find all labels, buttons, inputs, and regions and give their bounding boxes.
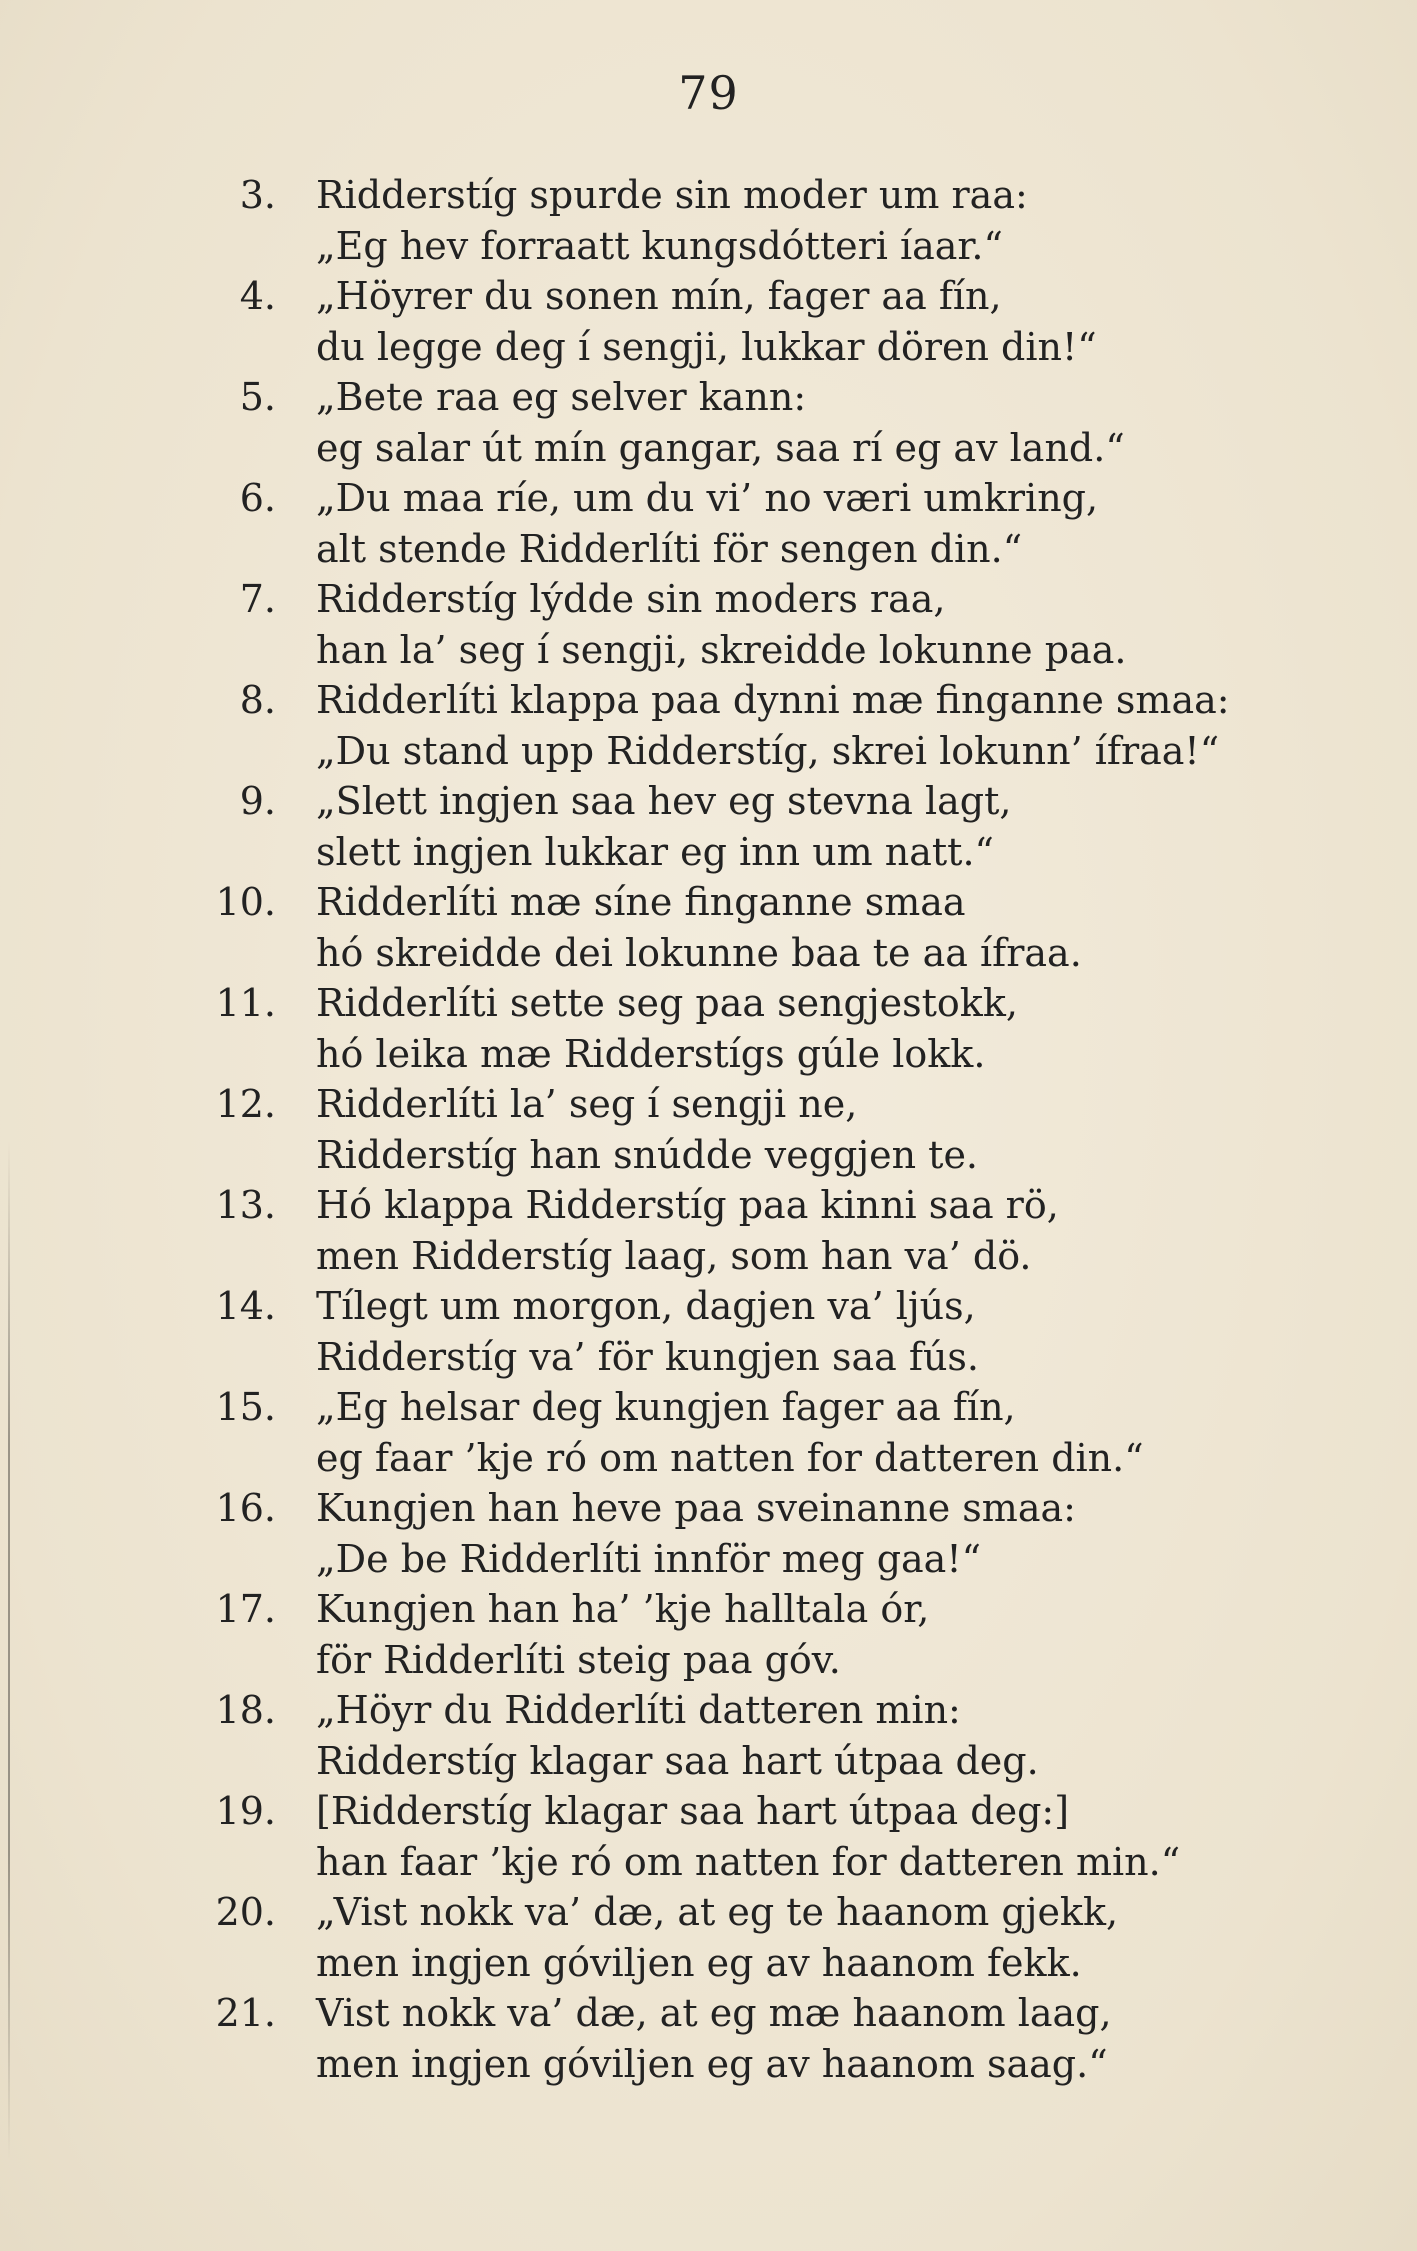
verse-number: 10. <box>215 880 276 924</box>
verse-text: „Vist nokk va’ dæ, at eg te haanom gjekk, <box>316 1890 1119 1934</box>
verse-number: 20. <box>215 1890 276 1934</box>
verse-line <box>0 1534 1417 1585</box>
verse-line <box>0 473 1417 524</box>
verse-text: „Höyrer du sonen mín, fager aa fín, <box>316 274 1002 318</box>
verse-text: för Ridderlíti steig paa góv. <box>316 1637 841 1682</box>
verse-number: 5. <box>239 375 276 419</box>
verse-line <box>0 372 1417 423</box>
verse-text: Ridderlíti la’ seg í sengji ne, <box>316 1082 858 1126</box>
verse <box>0 1685 1417 1786</box>
verse-number: 8. <box>239 678 276 722</box>
verse-line <box>0 524 1417 575</box>
verse-text: Ridderstíg klagar saa hart útpaa deg. <box>316 1738 1039 1783</box>
verse-line <box>0 1180 1417 1231</box>
verse-list <box>0 170 1417 2089</box>
verse-text: du legge deg í sengji, lukkar dören din!“ <box>316 324 1097 369</box>
verse-line <box>0 978 1417 1029</box>
verse-number: 4. <box>239 274 276 318</box>
verse-line <box>0 776 1417 827</box>
verse-line <box>0 1130 1417 1181</box>
verse-number: 9. <box>239 779 276 823</box>
verse-text: alt stende Ridderlíti för sengen din.“ <box>316 526 1023 571</box>
page-edge-shadow <box>8 1140 10 2160</box>
verse-text: Hó klappa Ridderstíg paa kinni saa rö, <box>316 1183 1059 1227</box>
verse <box>0 1180 1417 1281</box>
verse-text: han faar ’kje ró om natten for datteren min.“ <box>316 1839 1181 1884</box>
verse-text: Kungjen han heve paa sveinanne smaa: <box>316 1486 1076 1530</box>
verse-line <box>0 1332 1417 1383</box>
verse-text: „Höyr du Ridderlíti datteren min: <box>316 1688 961 1732</box>
verse-number: 16. <box>215 1486 276 1530</box>
verse-line <box>0 1584 1417 1635</box>
verse-number: 15. <box>215 1385 276 1429</box>
verse-text: eg faar ’kje ró om natten for datteren din.“ <box>316 1435 1144 1480</box>
verse-number: 7. <box>239 577 276 621</box>
verse-text: men ingjen góviljen eg av haanom fekk. <box>316 1940 1082 1985</box>
verse <box>0 877 1417 978</box>
verse-line <box>0 827 1417 878</box>
verse-number: 11. <box>215 981 276 1025</box>
verse-text: [Ridderstíg klagar saa hart útpaa deg:] <box>316 1789 1070 1833</box>
verse-number: 14. <box>215 1284 276 1328</box>
verse-text: Ridderstíg han snúdde veggjen te. <box>316 1132 979 1177</box>
verse-line <box>0 928 1417 979</box>
verse-number: 12. <box>215 1082 276 1126</box>
verse-text: Ridderstíg lýdde sin moders raa, <box>316 577 946 621</box>
verse-number: 3. <box>239 173 276 217</box>
verse-text: „Du stand upp Ridderstíg, skrei lokunn’ ífraa!“ <box>316 728 1220 773</box>
verse-line <box>0 1079 1417 1130</box>
verse-text: „Du maa ríe, um du vi’ no væri umkring, <box>316 476 1099 520</box>
page-number: 79 <box>678 66 739 120</box>
verse-line <box>0 1281 1417 1332</box>
verse-line <box>0 170 1417 221</box>
verse-text: „Eg hev forraatt kungsdótteri íaar.“ <box>316 223 1003 268</box>
verse-number: 19. <box>215 1789 276 1833</box>
verse <box>0 574 1417 675</box>
verse-line <box>0 574 1417 625</box>
verse-line <box>0 1483 1417 1534</box>
verse-text: Kungjen han ha’ ’kje halltala ór, <box>316 1587 930 1631</box>
verse <box>0 271 1417 372</box>
verse-text: hó leika mæ Ridderstígs gúle lokk. <box>316 1031 986 1076</box>
verse <box>0 473 1417 574</box>
verse-number: 13. <box>215 1183 276 1227</box>
verse-line <box>0 1938 1417 1989</box>
verse-line <box>0 1988 1417 2039</box>
verse-line <box>0 1786 1417 1837</box>
verse-number: 21. <box>215 1991 276 2035</box>
verse-line <box>0 1433 1417 1484</box>
verse-line <box>0 423 1417 474</box>
verse-line <box>0 1231 1417 1282</box>
verse <box>0 1584 1417 1685</box>
verse-line <box>0 322 1417 373</box>
verse <box>0 675 1417 776</box>
verse <box>0 170 1417 271</box>
verse-text: Ridderstíg spurde sin moder um raa: <box>316 173 1028 217</box>
verse-text: Vist nokk va’ dæ, at eg mæ haanom laag, <box>316 1991 1112 2035</box>
verse-text: Ridderlíti mæ síne finganne smaa <box>316 880 966 924</box>
verse-line <box>0 1837 1417 1888</box>
verse-number: 18. <box>215 1688 276 1732</box>
verse <box>0 1988 1417 2089</box>
verse <box>0 1281 1417 1382</box>
verse-line <box>0 675 1417 726</box>
verse <box>0 776 1417 877</box>
verse-line <box>0 2039 1417 2090</box>
verse-text: Ridderlíti sette seg paa sengjestokk, <box>316 981 1018 1025</box>
verse-line <box>0 1029 1417 1080</box>
verse-text: eg salar út mín gangar, saa rí eg av land.“ <box>316 425 1125 470</box>
verse-line <box>0 1635 1417 1686</box>
verse <box>0 1483 1417 1584</box>
verse <box>0 1786 1417 1887</box>
verse-line <box>0 1382 1417 1433</box>
verse <box>0 1382 1417 1483</box>
verse-text: „Bete raa eg selver kann: <box>316 375 807 419</box>
verse-line <box>0 877 1417 928</box>
verse-line <box>0 625 1417 676</box>
verse-line <box>0 271 1417 322</box>
verse-line <box>0 221 1417 272</box>
verse-text: „Eg helsar deg kungjen fager aa fín, <box>316 1385 1016 1429</box>
verse <box>0 1079 1417 1180</box>
verse-text: men ingjen góviljen eg av haanom saag.“ <box>316 2041 1108 2086</box>
verse-text: Ridderlíti klappa paa dynni mæ finganne smaa: <box>316 678 1230 722</box>
verse-line <box>0 1685 1417 1736</box>
verse <box>0 1887 1417 1988</box>
verse-text: men Ridderstíg laag, som han va’ dö. <box>316 1233 1032 1278</box>
verse-text: Ridderstíg va’ för kungjen saa fús. <box>316 1334 979 1379</box>
verse <box>0 978 1417 1079</box>
verse-text: „Slett ingjen saa hev eg stevna lagt, <box>316 779 1012 823</box>
verse-line <box>0 726 1417 777</box>
verse-line <box>0 1736 1417 1787</box>
verse-text: han la’ seg í sengji, skreidde lokunne paa. <box>316 627 1127 672</box>
verse-number: 6. <box>239 476 276 520</box>
verse-line <box>0 1887 1417 1938</box>
verse-number: 17. <box>215 1587 276 1631</box>
verse-text: Tílegt um morgon, dagjen va’ ljús, <box>316 1284 976 1328</box>
verse-text: „De be Ridderlíti innför meg gaa!“ <box>316 1536 982 1581</box>
verse <box>0 372 1417 473</box>
verse-text: hó skreidde dei lokunne baa te aa ífraa. <box>316 930 1082 975</box>
verse-text: slett ingjen lukkar eg inn um natt.“ <box>316 829 994 874</box>
